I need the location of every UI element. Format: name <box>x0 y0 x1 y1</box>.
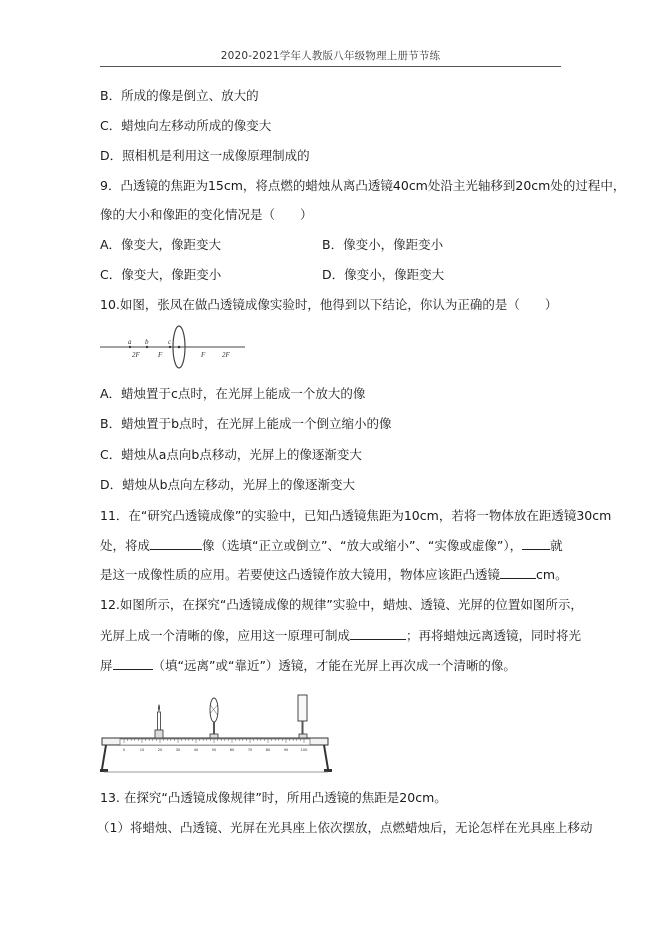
label-f-left: F <box>158 351 163 359</box>
q9-option-c: C．像变大，像距变小 <box>100 267 222 282</box>
q11-text-c: 就 <box>550 538 563 553</box>
candle-body <box>158 712 161 730</box>
foot-left <box>100 769 108 772</box>
optical-center <box>178 346 181 349</box>
lens-stand <box>213 722 215 734</box>
q9-option-a: A．像变大，像距变大 <box>100 237 222 252</box>
label-b: b <box>145 338 149 346</box>
q13-line1: 13. 在探究“凸透镜成像规律”时，所用凸透镜的焦距是20cm。 <box>100 790 447 805</box>
q10-option-a: A．蜡烛置于c点时，在光屏上能成一个放大的像 <box>100 386 366 401</box>
lens-axis-diagram <box>100 322 250 372</box>
q10-stem: 10.如图，张凤在做凸透镜成像实验时，他得到以下结论，你认为正确的是（ ） <box>100 297 558 312</box>
tick-90: 90 <box>283 748 289 752</box>
q12-line1: 12.如图所示，在探究“凸透镜成像的规律”实验中，蜡烛、透镜、光屏的位置如图所示， <box>100 597 583 612</box>
screen-holder <box>299 734 307 738</box>
q11-text-e: cm。 <box>536 567 568 582</box>
label-a: a <box>128 338 132 346</box>
q11-text-a: 处，将成 <box>100 538 151 553</box>
optical-bench-diagram <box>100 685 332 777</box>
label-c: c <box>168 338 172 346</box>
q8-option-b: B．所成的像是倒立、放大的 <box>100 88 259 103</box>
point-b <box>146 346 148 348</box>
answer-blank-3[interactable] <box>500 566 536 579</box>
lens-holder <box>210 734 218 738</box>
q12-text-a: 光屏上成一个清晰的像，应用这一原理可制成 <box>100 628 351 643</box>
screen-panel <box>298 695 307 721</box>
tick-30: 30 <box>175 748 181 752</box>
point-a <box>129 346 131 348</box>
foot-right <box>324 769 332 772</box>
q12-text-d: （填“远离”或“靠近”）透镜，才能在光屏上再次成一个清晰的像。 <box>152 658 516 673</box>
tick-60: 60 <box>229 748 235 752</box>
label-2f-right: 2F <box>222 351 230 359</box>
bench-scale <box>120 739 310 745</box>
q8-option-c: C．蜡烛向左移动所成的像变大 <box>100 118 272 133</box>
tick-40: 40 <box>193 748 199 752</box>
answer-blank-5[interactable] <box>113 657 153 670</box>
lens-on-bench <box>210 698 218 738</box>
tick-50: 50 <box>211 748 217 752</box>
q12-line3 <box>100 657 516 674</box>
q9-stem-line1: 9．凸透镜的焦距为15cm，将点燃的蜡烛从离凸透镜40cm处沿主光轴移到20cm处的过程中， <box>100 178 626 193</box>
q8-option-d: D．照相机是利用这一成像原理制成的 <box>100 148 310 163</box>
q9-stem-line2: 像的大小和像距的变化情况是（ ） <box>100 207 313 222</box>
q12-text-c: 屏 <box>100 658 113 673</box>
header-rule <box>100 66 561 67</box>
tick-0: 0 <box>122 748 126 752</box>
q13-part1: （1）将蜡烛、凸透镜、光屏在光具座上依次摆放，点燃蜡烛后，无论怎样在光具座上移动 <box>97 820 593 835</box>
point-c <box>169 346 171 348</box>
bench-leg-right <box>324 745 328 769</box>
q12-line2 <box>100 627 581 644</box>
bench-leg-left <box>102 745 106 769</box>
tick-10: 10 <box>139 748 145 752</box>
tick-20: 20 <box>157 748 163 752</box>
label-f-right: F <box>201 351 206 359</box>
q11-line1: 11．在“研究凸透镜成像”的实验中，已知凸透镜焦距为10cm，若将一物体放在距透镜30cm <box>100 508 612 523</box>
q10-option-b: B．蜡烛置于b点时，在光屏上能成一个倒立缩小的像 <box>100 416 392 431</box>
q11-line3 <box>100 566 568 583</box>
screen-stand <box>302 721 304 734</box>
q10-option-c: C．蜡烛从a点向b点移动，光屏上的像逐渐变大 <box>100 447 362 462</box>
answer-blank-1[interactable] <box>150 537 202 550</box>
q9-option-d: D．像变小，像距变大 <box>322 267 445 282</box>
tick-80: 80 <box>265 748 271 752</box>
candle-flame <box>158 704 160 712</box>
candle-holder <box>155 730 163 738</box>
candle <box>155 704 163 738</box>
q9-option-b: B．像变小，像距变小 <box>322 237 444 252</box>
label-2f-left: 2F <box>132 351 140 359</box>
q11-text-d: 是这一成像性质的应用。若要使这凸透镜作放大镜用，物体应该距凸透镜 <box>100 567 501 582</box>
q11-text-b: 像（选填“正立或倒立”、“放大或缩小”、“实像或虚像”）， <box>202 538 523 553</box>
q10-option-d: D．蜡烛从b点向左移动，光屏上的像逐渐变大 <box>100 477 356 492</box>
answer-blank-2[interactable] <box>522 537 550 550</box>
tick-100: 100 <box>300 748 308 752</box>
tick-70: 70 <box>247 748 253 752</box>
q12-text-b: ；再将蜡烛远离透镜，同时将光 <box>406 628 582 643</box>
answer-blank-4[interactable] <box>350 627 406 640</box>
light-screen <box>298 695 307 738</box>
page-header: 2020-2021学年人教版八年级物理上册节节练 <box>220 50 441 62</box>
q11-line2 <box>100 537 563 554</box>
